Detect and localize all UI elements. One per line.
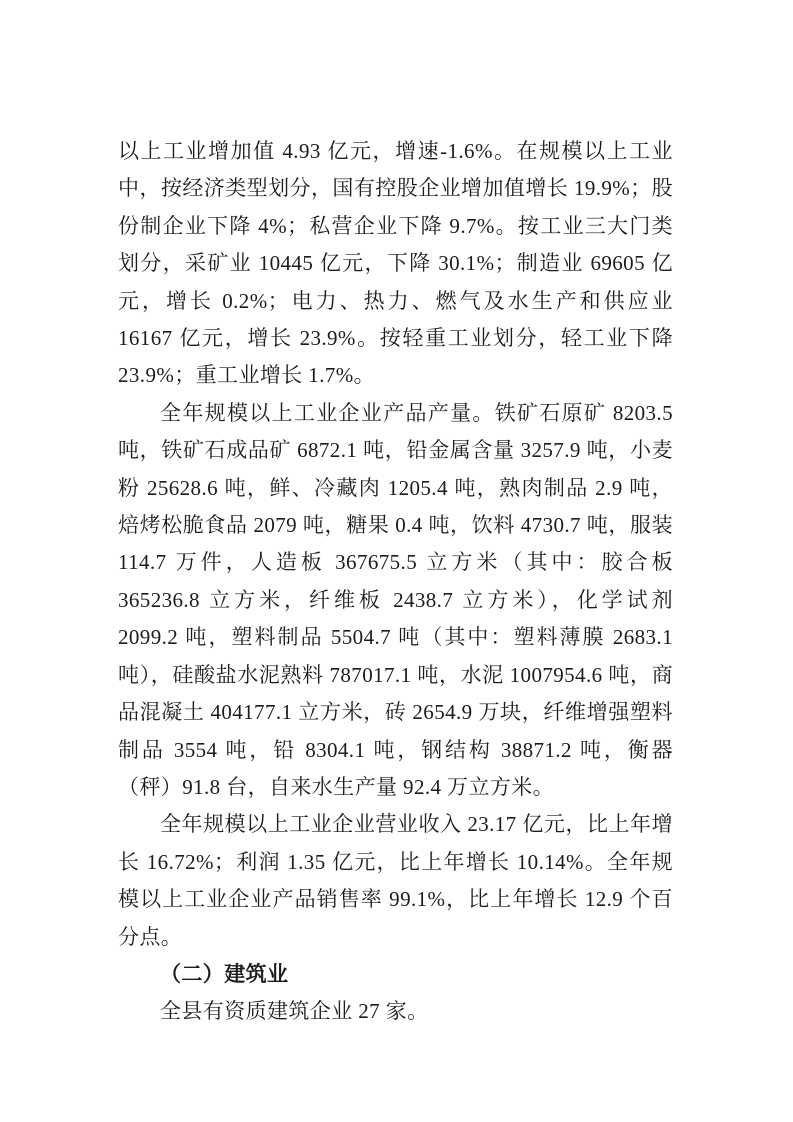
paragraph-construction-enterprises: 全县有资质建筑企业 27 家。 bbox=[160, 999, 429, 1024]
section-heading-construction-industry: （二）建筑业 bbox=[160, 961, 289, 986]
paragraph-industry-value-added: 以上工业增加值 4.93 亿元，增速-1.6%。在规模以上工业中，按经济类型划分，国有控股企业增加值增长 19.9%；股份制企业下降 4%；私营企业下降 9.7%。按工业三大门类划分，采矿业 10445 亿元，下降 30.1%；制造业 69605 亿元，增长 0.2%；电力、热力、燃气及水生产和供应业 16167 亿元，增长 23.9%。按轻重工业划分，轻工业下降 23.9%；重工业增长 1.7%。 bbox=[118, 139, 673, 388]
text-block bbox=[118, 133, 673, 1031]
paragraph-industrial-products-output: 全年规模以上工业企业产品产量。铁矿石原矿 8203.5 吨，铁矿石成品矿 6872.1 吨，铅金属含量 3257.9 吨，小麦粉 25628.6 吨，鲜、冷藏肉 1205.4 吨，熟肉制品 2.9 吨，焙烤松脆食品 2079 吨，糖果 0.4 吨，饮料 4730.7 吨，服装 114.7 万件，人造板 367675.5 立方米（其中：胶合板 365236.8 立方米，纤维板 2438.7 立方米），化学试剂 2099.2 吨，塑料制品 5504.7 吨（其中：塑料薄膜 2683.1 吨），硅酸盐水泥熟料 787017.1 吨，水泥 1007954.6 吨，商品混凝土 404177.1 立方米，砖 2654.9 万块，纤维增强塑料制品 3554 吨，铅 8304.1 吨，钢结构 38871.2 吨，衡器（秤）91.8 台，自来水生产量 92.4 万立方米。 bbox=[118, 400, 673, 799]
paragraph-industrial-revenue-profit: 全年规模以上工业企业营业收入 23.17 亿元，比上年增长 16.72%；利润 1.35 亿元，比上年增长 10.14%。全年规模以上工业企业产品销售率 99.1%，比上年增长 12.9 个百分点。 bbox=[118, 812, 673, 949]
